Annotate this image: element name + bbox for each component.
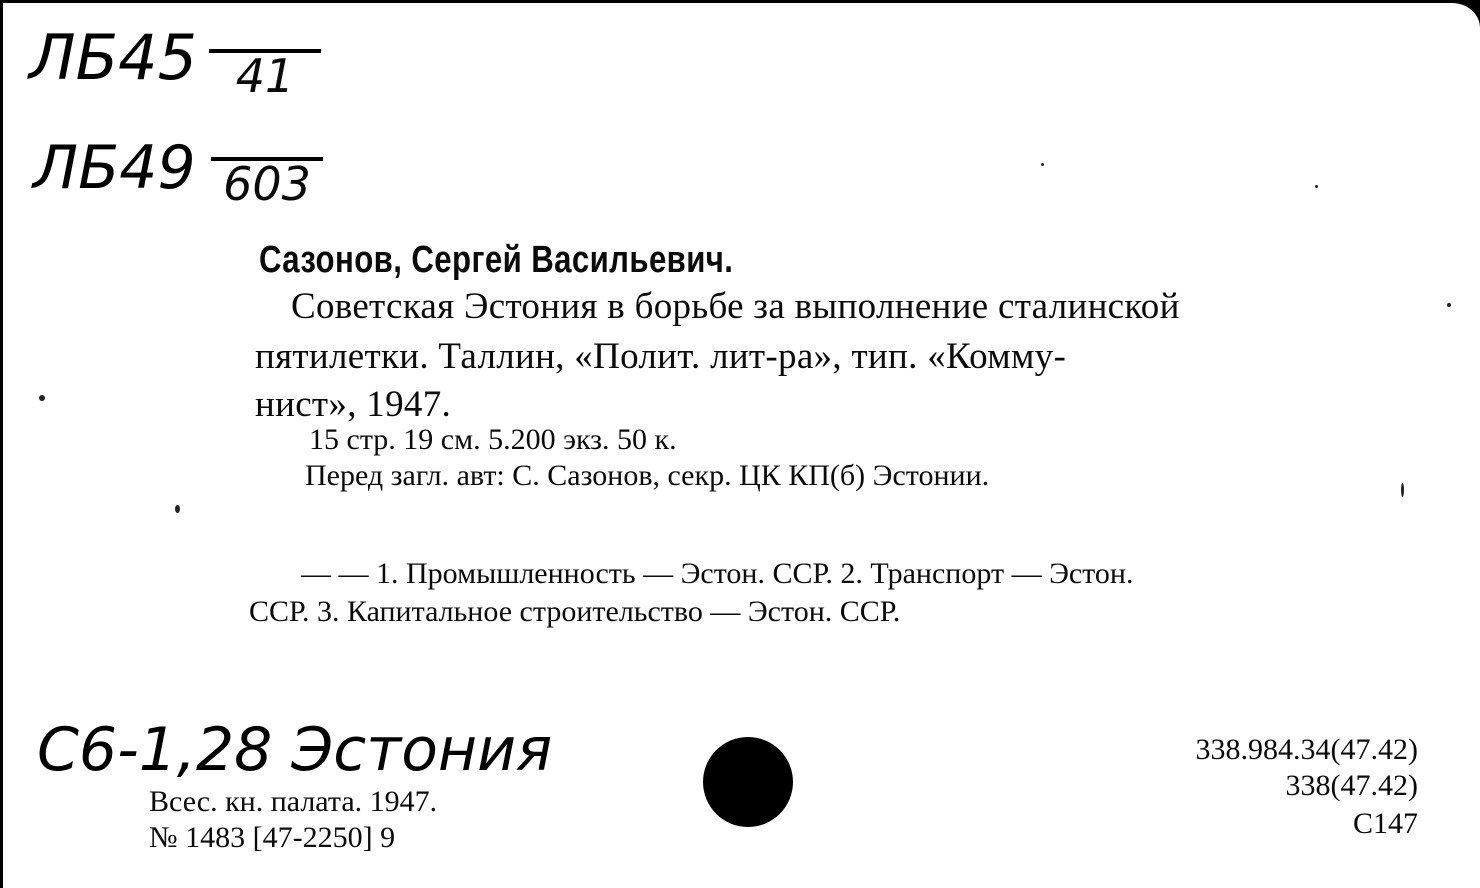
subjects-line-1: — — 1. Промышленность — Эстон. ССР. 2. Транспорт — Эстон. bbox=[301, 557, 1134, 590]
physical-description: 15 стр. 19 см. 5.200 экз. 50 к. bbox=[309, 423, 677, 456]
title-line-3: нист», 1947. bbox=[255, 384, 452, 425]
author-heading: Сазонов, Сергей Васильевич. bbox=[259, 239, 734, 281]
cutter-number: С147 bbox=[1352, 807, 1418, 840]
book-chamber: Всес. кн. палата. 1947. bbox=[149, 785, 438, 818]
record-number: № 1483 [47-2250] 9 bbox=[149, 821, 396, 854]
shelfmark-1-fraction bbox=[209, 49, 321, 103]
scan-speck bbox=[1041, 163, 1044, 166]
shelfmark-2-denominator: 603 bbox=[223, 157, 311, 211]
scan-speck bbox=[1401, 483, 1404, 497]
shelfmark-2-fraction bbox=[211, 157, 323, 211]
shelfmark-1: ЛБ45 bbox=[29, 21, 198, 94]
scan-speck bbox=[175, 505, 180, 513]
scan-speck bbox=[1447, 303, 1451, 307]
punch-hole bbox=[703, 737, 793, 827]
title-line-2: пятилетки. Таллин, «Полит. лит-ра», тип. «Комму- bbox=[255, 336, 1067, 377]
title-line-1: Советская Эстония в борьбе за выполнение сталинской bbox=[291, 286, 1180, 327]
udc-code-1: 338.984.34(47.42) bbox=[1195, 733, 1418, 766]
shelfmark-1-denominator: 41 bbox=[235, 49, 295, 103]
classification-handwritten: С6-1,28 Эстония bbox=[37, 715, 553, 785]
subjects-line-2: ССР. 3. Капитальное строительство — Эстон. ССР. bbox=[249, 595, 901, 628]
author-note: Перед загл. авт: С. Сазонов, секр. ЦК КП(б) Эстонии. bbox=[305, 459, 990, 492]
scan-speck bbox=[39, 395, 45, 401]
scan-speck bbox=[1315, 185, 1318, 188]
udc-code-2: 338(47.42) bbox=[1285, 769, 1418, 802]
shelfmark-2: ЛБ49 bbox=[33, 133, 196, 203]
